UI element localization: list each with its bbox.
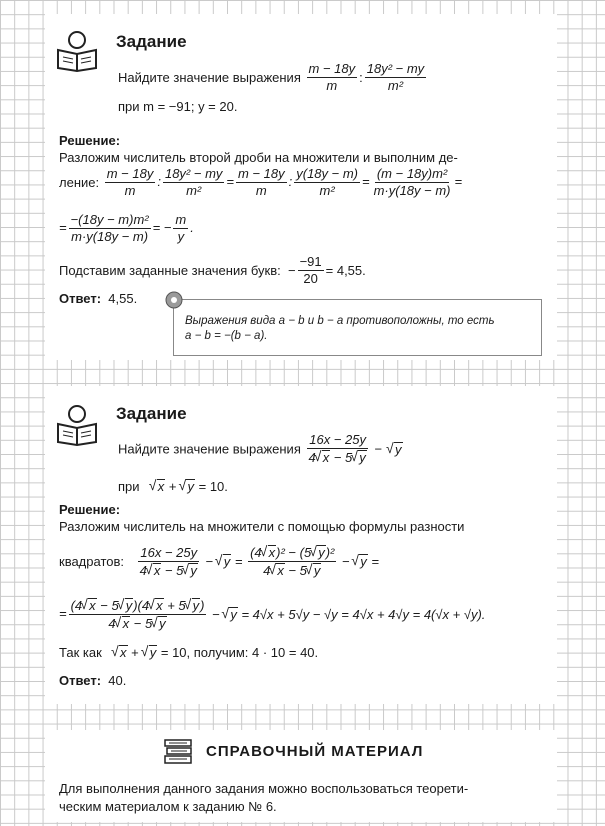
task-prompt (118, 62, 428, 93)
numerator: m (175, 212, 187, 227)
solution-text: Разложим числитель на множители с помощью формулы разности (59, 519, 465, 534)
numerator: −(18y − m)m² (70, 212, 149, 227)
reference-text: ческим материалом к заданию № 6. (59, 799, 277, 814)
fraction (307, 62, 358, 93)
answer-label: Ответ: (59, 291, 102, 306)
fraction (365, 62, 426, 93)
substitution-text: Подставим заданные значения букв: (59, 263, 281, 278)
solution-label: Решение: (59, 133, 121, 148)
denominator: m² (186, 183, 202, 198)
denominator (307, 449, 369, 465)
numerator: m − 18y (308, 61, 356, 76)
denominator: 20 (303, 271, 318, 286)
fraction (173, 213, 188, 244)
solution-chain-2: = $\frac{\text{−(18y − m)m²}}{m\cdot y(18y - m)}$ = − $\frac{m}{y}$ . (59, 212, 194, 244)
fraction: $\frac{\text{(4√ x)² − (5√ y)²}}{4√ x - 5√ y}$ (248, 545, 336, 578)
numerator: −91 (299, 254, 322, 269)
numerator: m − 18y (106, 166, 154, 181)
denominator: m·y(18y − m) (71, 229, 149, 244)
sqrt-term: √ y (358, 450, 367, 465)
books-icon (163, 738, 193, 766)
prompt-text: Найдите значение выражения (118, 441, 301, 457)
answer (59, 291, 137, 306)
operator: : (359, 70, 363, 85)
fraction (69, 213, 151, 244)
operator: − 5 (330, 450, 353, 465)
answer-value: 40. (108, 673, 127, 688)
numerator: y(18y − m) (296, 166, 358, 181)
operator: = − (152, 219, 172, 235)
substitution: Подставим заданные значения букв: − $\frac{-91}{20}$ = 4,55. (59, 254, 366, 286)
fraction (298, 255, 324, 286)
fraction (138, 546, 200, 578)
note-text: Выражения вида a − b и b − a противоположны, то есть (185, 315, 495, 327)
note-box (173, 299, 542, 356)
chain-result: = 4√x + 5√y − √y = 4√x + 4√y = 4(√x + √y). (241, 607, 486, 622)
denominator: m (326, 78, 338, 93)
solution-chain-1: квадратов: $\frac{16x - 25y}{4√ x - 5√ y}$ − √ y = $\frac{\text{(4√ x)² − (5√ y)²}}{4√ x - 5√ y}$ − √ y = (59, 545, 379, 578)
denominator: y (177, 229, 185, 244)
sqrt-term: √ y (394, 442, 403, 457)
reference-heading: СПРАВОЧНЫЙ МАТЕРИАЛ (206, 743, 424, 760)
fraction (307, 433, 369, 465)
fraction: $\frac{(4√ x - 5√ y)(4√ x + 5√ y)}{4√ x - 5√ y}$ (69, 598, 207, 631)
therefore: Так как √ x +√ y = 10, получим: 4 · 10 = 40. (59, 645, 318, 660)
denominator: m (255, 183, 267, 198)
given-values: при m = −91; y = 20. (118, 99, 238, 114)
sqrt-term: √ x (322, 450, 331, 465)
note-text: a − b = −(b − a). (185, 330, 268, 342)
chain-prefix: квадратов: (59, 554, 124, 569)
task-title: Задание (116, 32, 187, 51)
solution-chain-1: ление: $\frac{m - 18y}{m}$ : $\frac{\text{18y² − my}}{\text{m²}}$ = $\frac{m - 18y}{m}$ : $\frac{y(18y - m)}{\text{m²}}$ = $\frac{\text{(m − 18y)m²}}{m\cdot y(18y - m)}$ = (59, 166, 463, 198)
reference-text: Для выполнения данного задания можно воспользоваться теорети- (59, 781, 469, 796)
sqrt-term: √ x (157, 479, 166, 494)
answer (59, 673, 126, 688)
denominator: 4√ x − 5√ y (138, 562, 200, 578)
answer-label: Ответ: (59, 673, 102, 688)
solution-label: Решение: (59, 502, 121, 517)
prompt-text: Найдите значение выражения (118, 70, 301, 85)
fraction (372, 167, 453, 198)
numerator: 16x − 25y (309, 432, 367, 447)
numerator: m − 18y (238, 166, 285, 181)
given-prefix: при (118, 479, 140, 494)
pin-icon (164, 290, 184, 310)
denominator: m² (387, 78, 404, 93)
numerator: 18y² − my (164, 166, 223, 181)
chain-prefix: ление: (59, 175, 100, 190)
fraction (294, 167, 360, 198)
fraction (163, 167, 224, 198)
numerator: (m − 18y)m² (376, 166, 448, 181)
fraction (236, 167, 287, 198)
substitution-result: = 4,55. (325, 263, 366, 278)
therefore-prefix: Так как (59, 645, 102, 660)
given-values: при √ x +√ y = 10. (118, 479, 228, 494)
reader-icon (54, 30, 100, 72)
task-title: Задание (116, 404, 187, 423)
sqrt-term: √ y (186, 479, 195, 494)
fraction (105, 167, 156, 198)
denominator: m² (319, 183, 335, 198)
coefficient: 4 (308, 450, 316, 465)
task-prompt: Найдите значение выражения $\frac{16x - 25y}{4√ x - 5√ y}$ −√ y (118, 433, 403, 465)
solution-chain-2: = $\frac{(4√ x - 5√ y)(4√ x + 5√ y)}{4√ x - 5√ y}$ − √ y = 4√x + 5√y − √y = 4√x + 4√y = 4(√x + √y). (59, 598, 485, 631)
reader-icon (54, 404, 100, 446)
numerator: 18y² − my (366, 61, 425, 76)
solution-text: Разложим числитель второй дроби на множители и выполним де- (59, 150, 458, 165)
given-result: = 10. (198, 479, 228, 494)
therefore-result: = 10, получим: 4 · 10 = 40. (160, 645, 319, 660)
numerator: 16x − 25y (140, 544, 198, 560)
answer-value: 4,55. (108, 291, 138, 306)
denominator: m·y(18y − m) (373, 183, 451, 198)
denominator: m (124, 183, 136, 198)
